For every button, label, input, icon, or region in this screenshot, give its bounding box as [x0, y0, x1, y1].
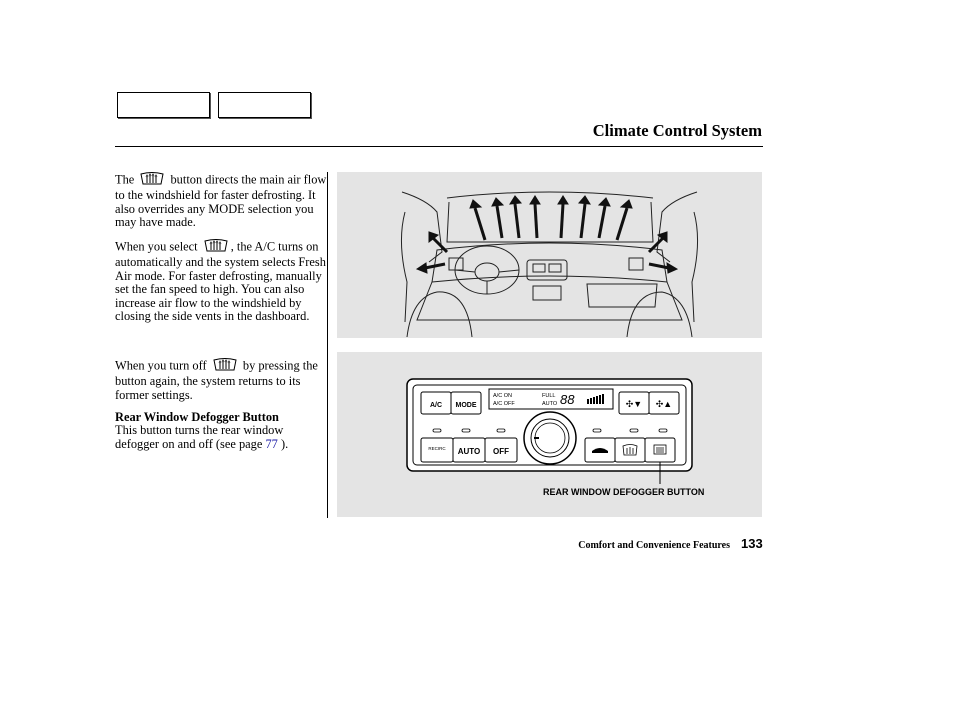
nav-button-index[interactable] — [218, 92, 311, 118]
display-full: FULL — [542, 393, 556, 399]
recirc-button-label: RECIRC — [428, 446, 446, 451]
display-auto: AUTO — [542, 401, 558, 407]
header-rule — [115, 146, 763, 147]
display-ac-on: A/C ON — [493, 393, 512, 399]
svg-text:✣▲: ✣▲ — [655, 399, 673, 409]
footer-section-label: Comfort and Convenience Features — [578, 540, 730, 551]
paragraph-rear-defogger — [115, 411, 327, 451]
auto-button-label: AUTO — [457, 447, 481, 456]
section-heading-rear-defogger: Rear Window Defogger Button — [115, 410, 279, 424]
paragraph-defrost-select — [115, 239, 327, 323]
text-p1-before: The — [115, 172, 135, 187]
windshield-defrost-icon — [210, 358, 240, 375]
text-p2-after: , the A/C turns on automatically and the system selects Fresh Air mode. For faster defrosting, manually set the fan speed to high. You can also increase air flow to the windshield by closing the side vents in the dashboard. — [115, 239, 326, 324]
dashboard-airflow-illustration — [337, 172, 762, 338]
off-button-label: OFF — [493, 447, 509, 456]
windshield-defrost-icon — [201, 239, 231, 256]
text-p3-before: When you turn off — [115, 358, 207, 373]
column-divider — [327, 172, 328, 518]
ac-button-label: A/C — [429, 402, 443, 409]
display-ac-off: A/C OFF — [493, 401, 515, 407]
page-number: 133 — [741, 536, 763, 551]
text-p1-after: button directs the main air flow to the windshield for faster defrosting. It also overrides any MODE selection you may have made. — [115, 172, 327, 230]
nav-button-contents[interactable] — [117, 92, 210, 118]
text-p2-before: When you select — [115, 239, 198, 254]
text-p4-after: ). — [280, 436, 289, 451]
paragraph-defrost-off — [115, 358, 327, 402]
text-p3-after: by pressing the button again, the system returns to its former settings. — [115, 358, 318, 402]
page-link-77[interactable]: 77 — [265, 436, 278, 451]
rear-defogger-callout: REAR WINDOW DEFOGGER BUTTON — [543, 487, 705, 497]
windshield-defrost-icon — [137, 172, 167, 189]
page-title: Climate Control System — [592, 121, 762, 140]
text-p4-before: This button turns the rear window defogger on and off (see page — [115, 423, 284, 451]
paragraph-defrost-intro — [115, 172, 327, 230]
mode-button-label: MODE — [455, 402, 477, 409]
svg-text:✣▼: ✣▼ — [625, 399, 643, 409]
display-temp: 88 — [560, 392, 575, 407]
